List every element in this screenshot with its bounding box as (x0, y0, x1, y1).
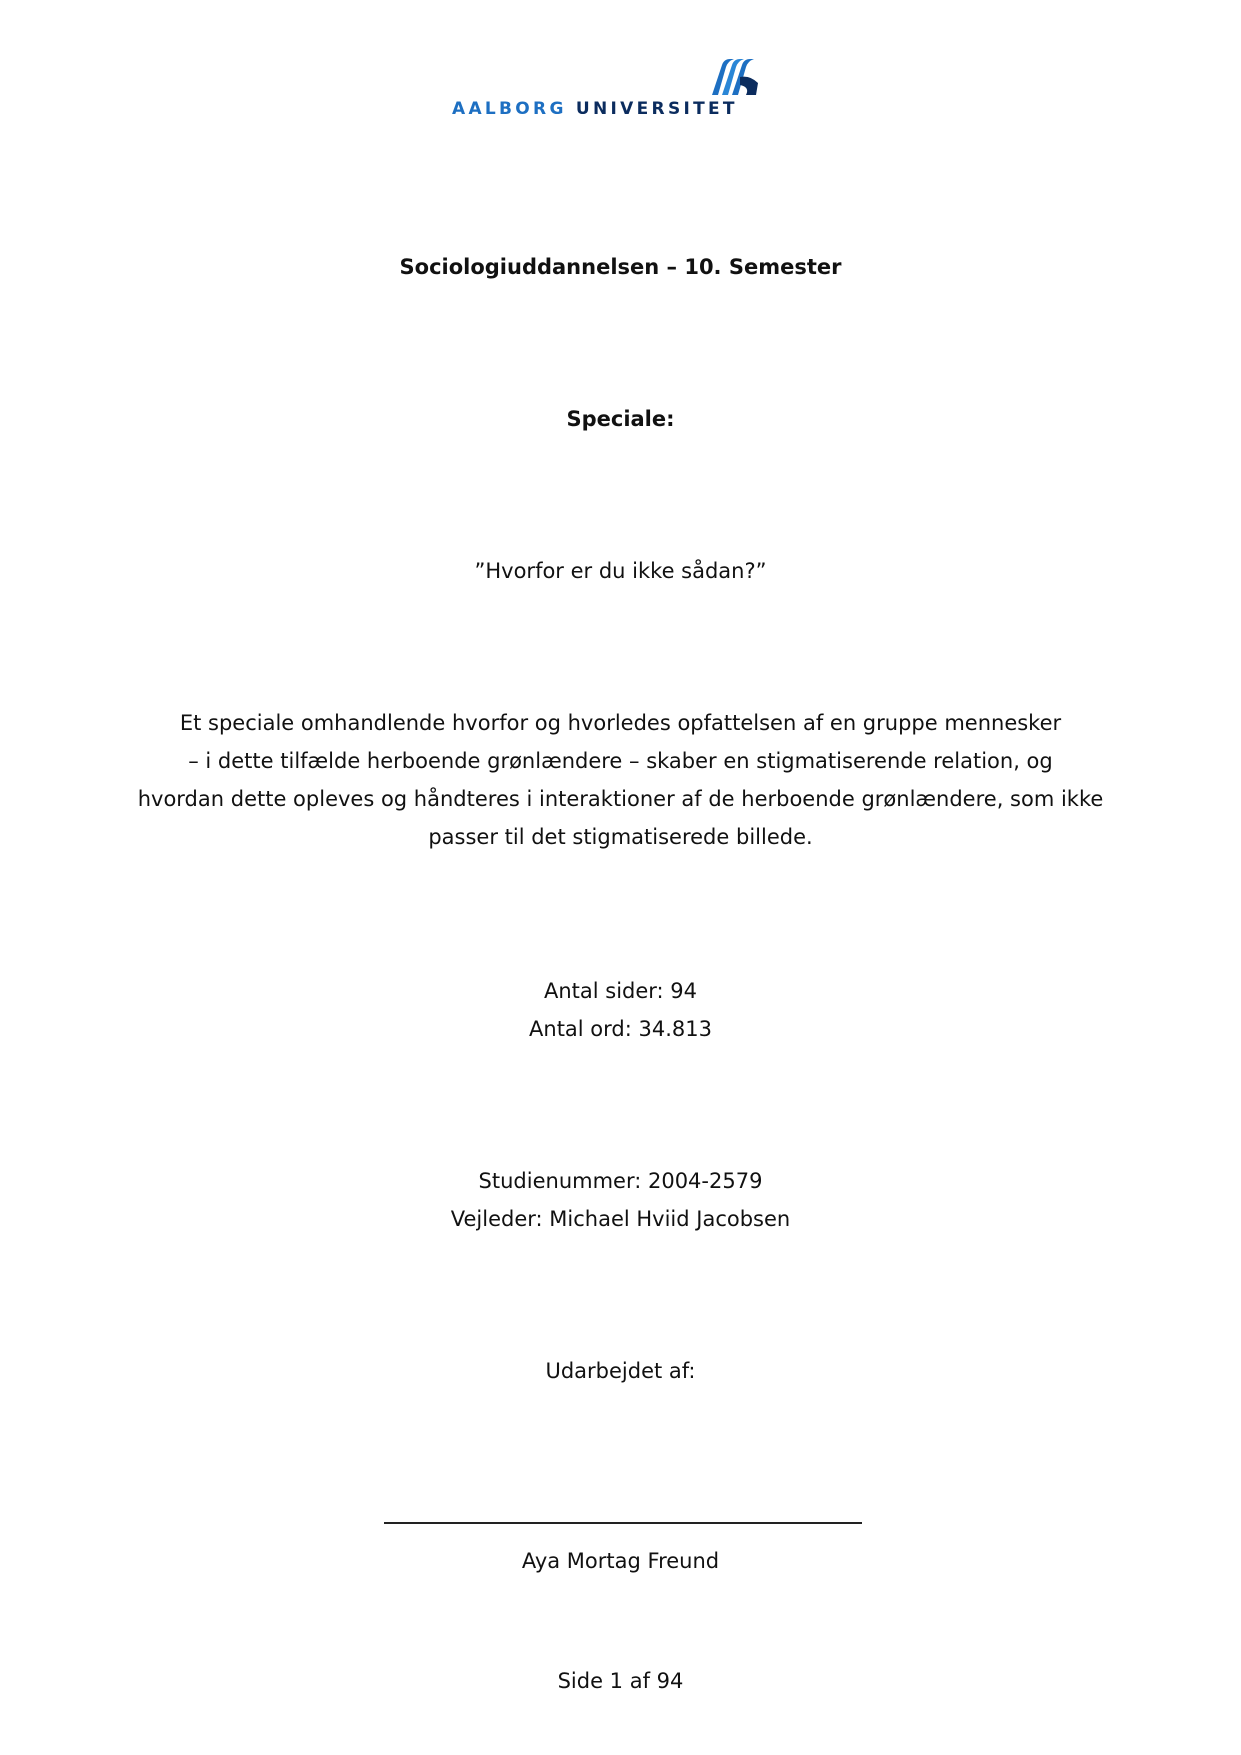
thesis-title: ”Hvorfor er du ikke sådan?” (474, 559, 767, 583)
description-line: hvordan dette opleves og håndteres i interaktioner af de herboende grønlændere, som ikke (137, 787, 1104, 811)
student-number: Studienummer: 2004-2579 (478, 1169, 763, 1193)
supervisor: Vejleder: Michael Hviid Jacobsen (450, 1207, 791, 1231)
word-count: Antal ord: 34.813 (529, 1017, 712, 1041)
signature-line (384, 1522, 862, 1524)
university-logo (452, 55, 792, 121)
logo-text (452, 99, 738, 119)
description-line: passer til det stigmatiserede billede. (428, 825, 813, 849)
logo-text-aalborg: AALBORG (452, 99, 567, 119)
description-line: Et speciale omhandlende hvorfor og hvorledes opfattelsen af en gruppe mennesker (179, 711, 1062, 735)
education-heading: Sociologiuddannelsen – 10. Semester (399, 255, 842, 279)
logo-text-universitet: UNIVERSITET (575, 99, 738, 119)
page-count: Antal sider: 94 (543, 979, 698, 1003)
logo-mark-icon (706, 57, 760, 97)
author-name: Aya Mortag Freund (521, 1549, 720, 1573)
author-label: Udarbejdet af: (545, 1359, 696, 1383)
document-type-heading: Speciale: (566, 407, 675, 431)
description-line: – i dette tilfælde herboende grønlændere – skaber en stigmatiserende relation, og (188, 749, 1053, 773)
page-indicator: Side 1 af 94 (557, 1669, 684, 1693)
